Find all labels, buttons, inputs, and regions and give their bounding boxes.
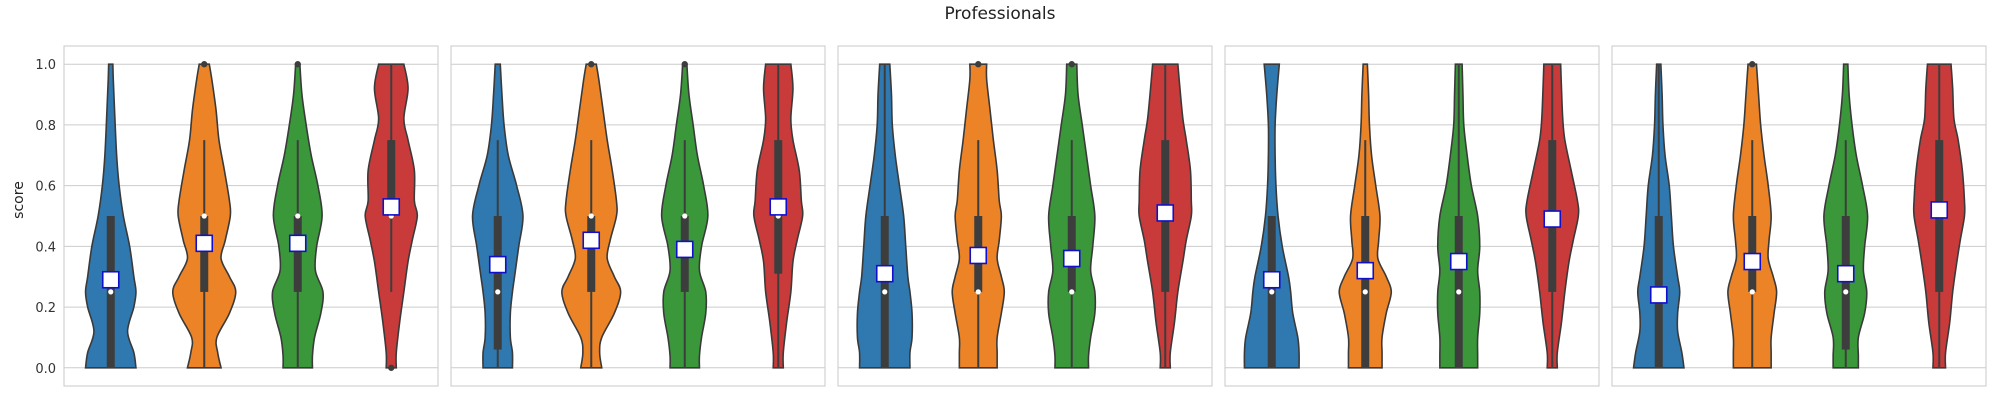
mean-marker — [383, 199, 399, 215]
panel-1 — [64, 46, 438, 386]
mean-marker — [196, 235, 212, 251]
mean-marker — [1264, 272, 1280, 288]
mean-marker — [1064, 251, 1080, 267]
mean-marker — [1838, 266, 1854, 282]
median-marker — [1069, 289, 1074, 294]
outlier-point — [682, 61, 688, 67]
y-tick-label: 0.8 — [35, 118, 56, 134]
panel-4 — [1225, 46, 1599, 386]
iqr-box — [200, 216, 208, 292]
outlier-point — [1749, 61, 1755, 67]
outlier-point — [388, 365, 394, 371]
y-tick-label: 0.2 — [35, 301, 56, 317]
outlier-point — [1069, 61, 1075, 67]
y-tick-label: 0.6 — [35, 179, 56, 195]
median-marker — [1269, 289, 1274, 294]
mean-marker — [1357, 263, 1373, 279]
mean-marker — [1931, 202, 1947, 218]
iqr-box — [494, 216, 502, 350]
median-marker — [108, 289, 113, 294]
outlier-point — [295, 61, 301, 67]
median-marker — [295, 213, 300, 218]
mean-marker — [290, 235, 306, 251]
mean-marker — [103, 272, 119, 288]
outlier-point — [201, 61, 207, 67]
y-tick-label: 0.0 — [35, 361, 56, 377]
median-marker — [1456, 289, 1461, 294]
figure-title: Professionals — [944, 4, 1056, 24]
mean-marker — [970, 247, 986, 263]
median-marker — [976, 289, 981, 294]
median-marker — [589, 213, 594, 218]
mean-marker — [1157, 205, 1173, 221]
outlier-point — [975, 61, 981, 67]
median-marker — [1750, 289, 1755, 294]
mean-marker — [1544, 211, 1560, 227]
median-marker — [1363, 289, 1368, 294]
y-tick-label: 1.0 — [35, 58, 56, 74]
iqr-box — [294, 216, 302, 292]
median-marker — [202, 213, 207, 218]
median-marker — [495, 289, 500, 294]
panel-3 — [838, 46, 1212, 386]
outlier-point — [588, 61, 594, 67]
mean-marker — [770, 199, 786, 215]
mean-marker — [583, 232, 599, 248]
median-marker — [682, 213, 687, 218]
y-axis-label: score — [11, 181, 27, 219]
mean-marker — [877, 266, 893, 282]
mean-marker — [490, 257, 506, 273]
mean-marker — [677, 241, 693, 257]
panel-5 — [1612, 46, 1986, 386]
iqr-box — [1842, 216, 1850, 350]
median-marker — [882, 289, 887, 294]
mean-marker — [1451, 254, 1467, 270]
panel-2 — [451, 46, 825, 386]
y-tick-label: 0.4 — [35, 240, 56, 256]
mean-marker — [1651, 287, 1667, 303]
iqr-box — [587, 216, 595, 292]
median-marker — [1843, 289, 1848, 294]
mean-marker — [1744, 254, 1760, 270]
